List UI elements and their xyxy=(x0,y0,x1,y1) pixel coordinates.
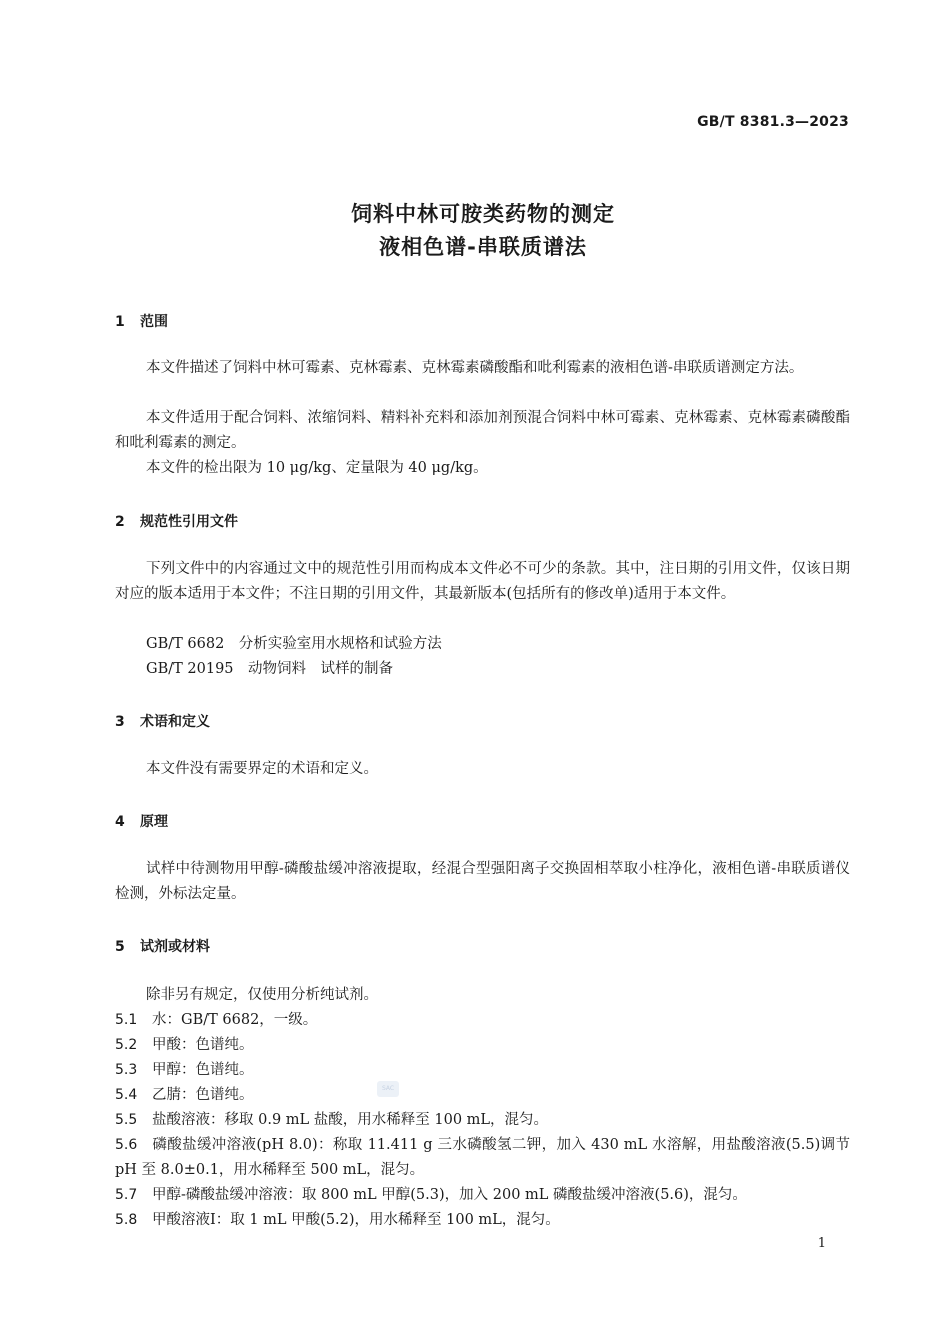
principle-paragraph: 试样中待测物用甲醇-磷酸盐缓冲溶液提取，经混合型强阳离子交换固相萃取小柱净化，液相色谱-串联质谱仪检测，外标法定量。 xyxy=(115,861,850,902)
section-4-heading xyxy=(115,811,168,831)
standard-code: GB/T 8381.3—2023 xyxy=(697,114,849,130)
item-number: 5.4 xyxy=(115,1087,138,1103)
normative-references-paragraph: 下列文件中的内容通过文中的规范性引用而构成本文件必不可少的条款。其中，注日期的引用文件，仅该日期对应的版本适用于本文件；不注日期的引用文件，其最新版本(包括所有的修改单)适用于本文件。 xyxy=(115,561,850,602)
item-text: 甲酸：色谱纯。 xyxy=(152,1037,254,1053)
item-text: 盐酸溶液：移取 0.9 mL 盐酸，用水稀释至 100 mL，混匀。 xyxy=(152,1112,549,1128)
item-number: 5.2 xyxy=(115,1037,138,1053)
item-number: 5.5 xyxy=(115,1112,138,1128)
reference-gbt-20195: GB/T 20195 动物饲料 试样的制备 xyxy=(146,661,394,677)
section-title: 术语和定义 xyxy=(140,714,210,730)
section-2-heading xyxy=(115,511,238,531)
item-number: 5.3 xyxy=(115,1062,138,1078)
sac-watermark: SAC xyxy=(377,1081,399,1097)
reference-gbt-6682: GB/T 6682 分析实验室用水规格和试验方法 xyxy=(146,636,442,652)
reagent-item xyxy=(115,1058,850,1083)
reagent-item xyxy=(115,1133,850,1183)
section-number: 4 xyxy=(115,814,125,830)
section-title: 范围 xyxy=(140,314,168,330)
section-number: 2 xyxy=(115,514,125,530)
section-5-heading xyxy=(115,936,210,956)
scope-paragraph-2: 本文件适用于配合饲料、浓缩饲料、精料补充料和添加剂预混合饲料中林可霉素、克林霉素、克林霉素磷酸酯和吡利霉素的测定。 xyxy=(115,410,850,451)
item-text: 乙腈：色谱纯。 xyxy=(152,1087,254,1103)
section-title: 原理 xyxy=(140,814,168,830)
scope-paragraph-1: 本文件描述了饲料中林可霉素、克林霉素、克林霉素磷酸酯和吡利霉素的液相色谱-串联质谱测定方法。 xyxy=(146,360,804,376)
scope-paragraph-3: 本文件的检出限为 10 μg/kg、定量限为 40 μg/kg。 xyxy=(146,460,488,476)
reagent-item xyxy=(115,1183,850,1208)
section-title: 规范性引用文件 xyxy=(140,514,238,530)
reagent-item xyxy=(115,1208,850,1233)
item-number: 5.6 xyxy=(115,1137,138,1153)
item-text: 甲酸溶液Ⅰ：取 1 mL 甲酸(5.2)，用水稀释至 100 mL，混匀。 xyxy=(152,1212,560,1228)
document-title: 饲料中林可胺类药物的测定 xyxy=(351,202,615,226)
reagent-item xyxy=(115,1108,850,1133)
terms-paragraph: 本文件没有需要界定的术语和定义。 xyxy=(146,761,378,777)
item-number: 5.7 xyxy=(115,1187,138,1203)
section-title: 试剂或材料 xyxy=(140,939,210,955)
page-number: 1 xyxy=(817,1236,826,1251)
document-subtitle: 液相色谱-串联质谱法 xyxy=(379,235,587,259)
item-text: 水：GB/T 6682，一级。 xyxy=(152,1012,318,1028)
section-3-heading xyxy=(115,711,210,731)
reagent-item xyxy=(115,1083,850,1108)
section-number: 5 xyxy=(115,939,125,955)
reagents-intro: 除非另有规定，仅使用分析纯试剂。 xyxy=(146,987,378,1003)
section-number: 3 xyxy=(115,714,125,730)
item-text: 甲醇-磷酸盐缓冲溶液：取 800 mL 甲醇(5.3)，加入 200 mL 磷酸盐缓冲溶液(5.6)，混匀。 xyxy=(152,1187,747,1203)
item-number: 5.8 xyxy=(115,1212,138,1228)
item-text: 甲醇：色谱纯。 xyxy=(152,1062,254,1078)
item-text: 磷酸盐缓冲溶液(pH 8.0)：称取 11.411 g 三水磷酸氢二钾，加入 430 mL 水溶解，用盐酸溶液(5.5)调节 pH 至 8.0±0.1，用水稀释至 500 mL，混匀。 xyxy=(115,1137,850,1178)
section-number: 1 xyxy=(115,314,125,330)
reagent-item xyxy=(115,1008,850,1033)
reagent-item xyxy=(115,1033,850,1058)
item-number: 5.1 xyxy=(115,1012,138,1028)
section-1-heading xyxy=(115,311,168,331)
